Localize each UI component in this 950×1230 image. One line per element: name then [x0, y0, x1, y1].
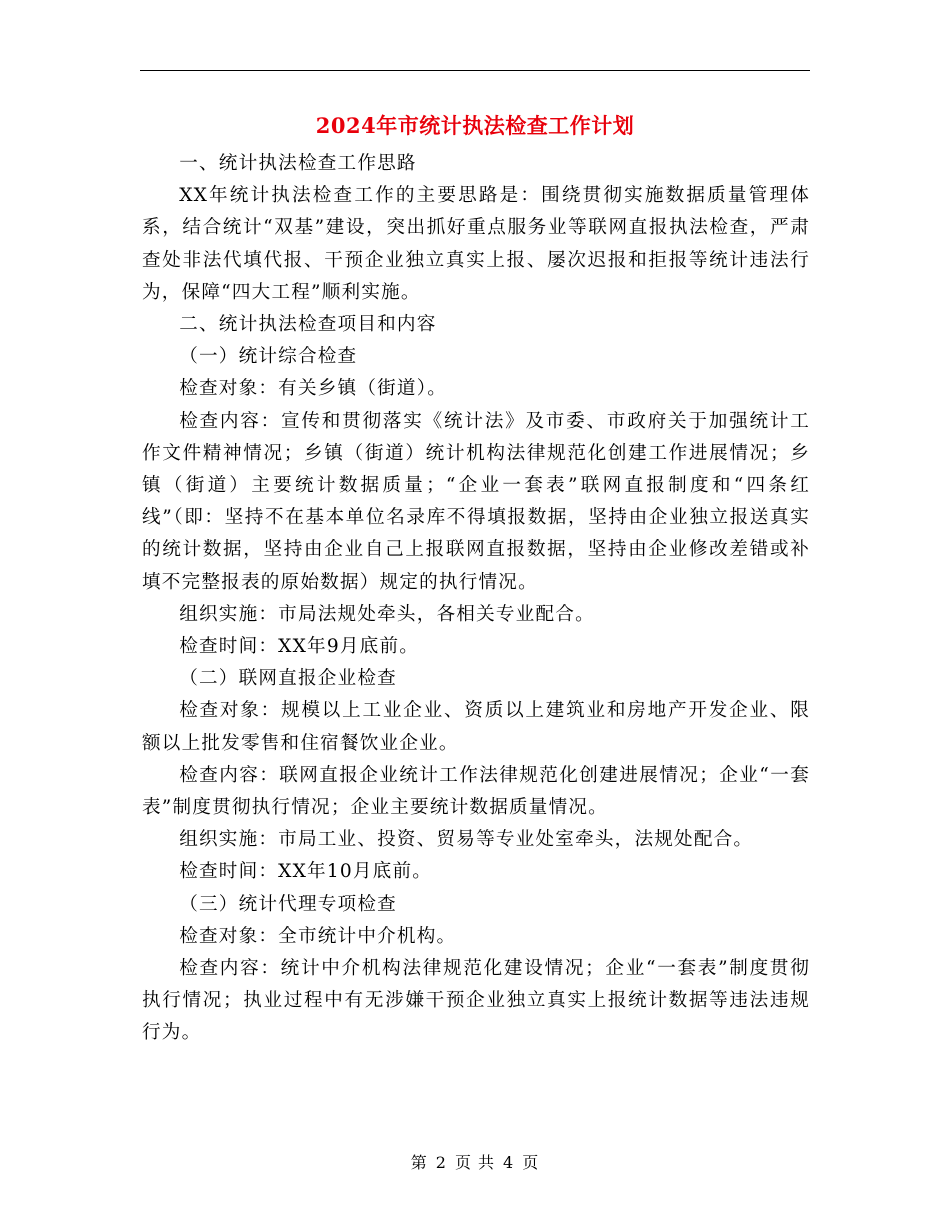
subsection-heading: （二）联网直报企业检查: [179, 668, 397, 690]
document-title: 2024年市统计执法检查工作计划: [315, 113, 635, 138]
paragraph: 检查对象：有关乡镇（街道）。: [179, 378, 448, 400]
footer-prefix: 第: [410, 1153, 428, 1172]
footer-suffix: 页: [522, 1153, 540, 1172]
document-body: [142, 148, 810, 1050]
footer-middle: 页 共: [454, 1153, 496, 1172]
section-heading: 一、统计执法检查工作思路: [179, 153, 417, 174]
paragraph: 组织实施：市局法规处牵头，各相关专业配合。: [179, 603, 595, 625]
paragraph: 检查内容：统计中介机构法律规范化建设情况；企业“一套表”制度贯彻执行情况；执业过程中有无涉嫌干预企业独立真实上报统计数据等违法违规行为。: [142, 958, 810, 1044]
section-heading: 二、统计执法检查项目和内容: [179, 314, 437, 336]
paragraph: 检查对象：全市统计中介机构。: [179, 925, 457, 947]
page-number: 2: [435, 1153, 447, 1172]
subsection-heading: （一）统计综合检查: [179, 346, 358, 368]
subsection-heading: （三）统计代理专项检查: [179, 893, 397, 915]
total-pages: 4: [503, 1153, 515, 1172]
paragraph: 检查对象：规模以上工业企业、资质以上建筑业和房地产开发企业、限额以上批发零售和住宿餐饮业企业。: [142, 700, 810, 754]
paragraph: 检查时间：XX年9月底前。: [179, 636, 420, 658]
page-footer: [0, 1150, 950, 1173]
paragraph: 检查内容：联网直报企业统计工作法律规范化创建进展情况；企业“一套表”制度贯彻执行情况；企业主要统计数据质量情况。: [142, 764, 810, 819]
paragraph: 检查时间：XX年10月底前。: [179, 861, 433, 883]
paragraph: XX年统计执法检查工作的主要思路是：围绕贯彻实施数据质量管理体系，结合统计“双基”建设，突出抓好重点服务业等联网直报执法检查，严肃查处非法代填代报、干预企业独立真实上报、屡次迟报和拒报等统计违法行为，保障“四大工程”顺利实施。: [142, 185, 810, 303]
paragraph: 组织实施：市局工业、投资、贸易等专业处室牵头，法规处配合。: [179, 829, 754, 851]
paragraph: 检查内容：宣传和贯彻落实《统计法》及市委、市政府关于加强统计工作文件精神情况；乡镇（街道）统计机构法律规范化创建工作进展情况；乡镇（街道）主要统计数据质量；“企业一套表”联网直报制度和“四条红线”（即：坚持不在基本单位名录库不得填报数据，坚持由企业独立报送真实的统计数据，坚持由企业自己上报联网直报数据，坚持由企业修改差错或补填不完整报表的原始数据）规定的执行情况。: [142, 410, 810, 593]
header-rule: [140, 70, 810, 71]
